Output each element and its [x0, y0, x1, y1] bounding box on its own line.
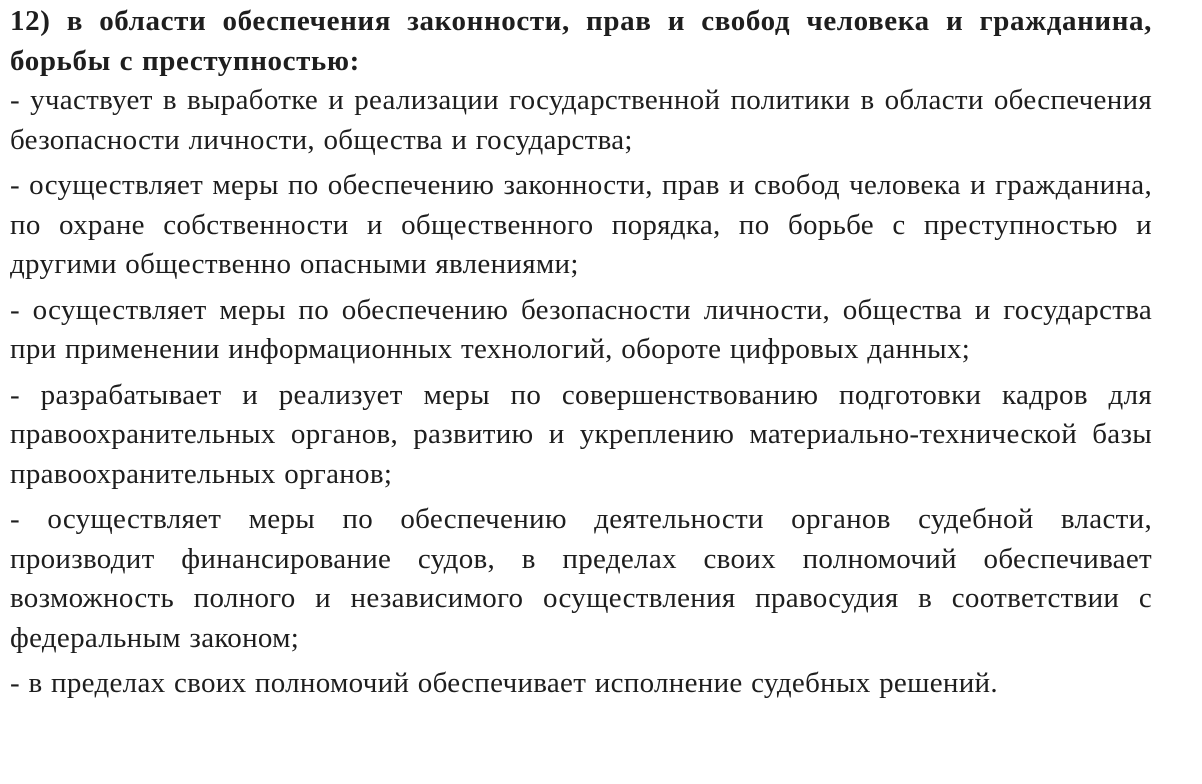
list-item: - осуществляет меры по обеспечению законности, прав и свобод человека и гражданина, по охране собственности и общественного порядка, по борьбе с преступностью и другими общественно опасными явлениями;: [10, 169, 1152, 280]
list-item: - в пределах своих полномочий обеспечивает исполнение судебных решений.: [10, 667, 998, 699]
document-body: [10, 2, 1152, 704]
list-item: - осуществляет меры по обеспечению деятельности органов судебной власти, производит финансирование судов, в пределах своих полномочий обеспечивает возможность полного и независимого осуществления правосудия в соответствии с федеральным законом;: [10, 503, 1152, 654]
list-item: - разрабатывает и реализует меры по совершенствованию подготовки кадров для правоохранительных органов, развитию и укреплению материально-технической базы правоохранительных органов;: [10, 378, 1152, 490]
section-heading: 12) в области обеспечения законности, прав и свобод человека и гражданина, борьбы с преступностью:: [10, 5, 1152, 77]
list-item: - осуществляет меры по обеспечению безопасности личности, общества и государства при применении информационных технологий, обороте цифровых данных;: [10, 293, 1152, 365]
list-item: - участвует в выработке и реализации государственной политики в области обеспечения безопасности личности, общества и государства;: [10, 84, 1152, 156]
